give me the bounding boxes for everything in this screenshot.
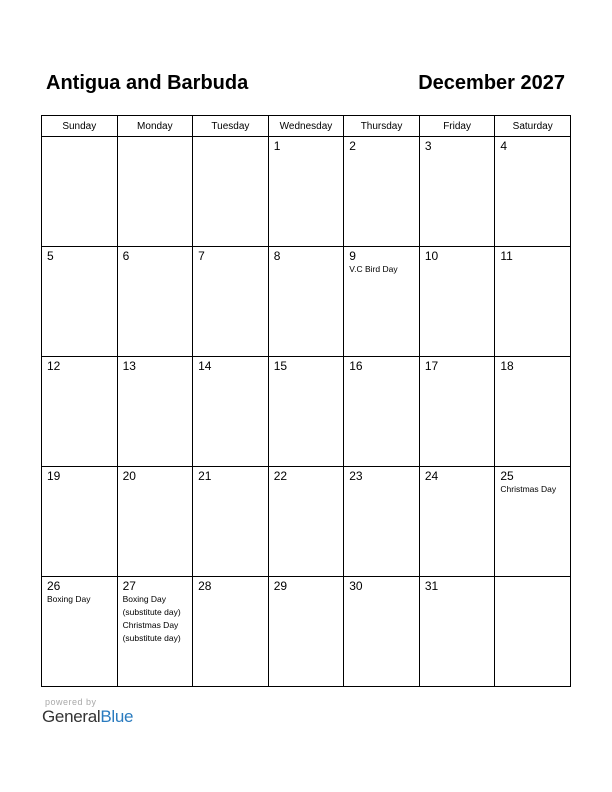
day-number: 10 — [424, 249, 439, 263]
week-row — [42, 577, 571, 687]
brand-logo[interactable] — [42, 707, 133, 727]
day-number: 2 — [349, 139, 356, 153]
day-cell-23 — [344, 467, 420, 577]
month-title: December 2027 — [418, 72, 565, 94]
day-number: 21 — [198, 469, 212, 483]
week-row — [42, 357, 571, 467]
brand-logo-part1: General — [42, 707, 101, 726]
day-number: 24 — [424, 469, 439, 483]
weekday-header-sunday: Sunday — [42, 116, 118, 137]
day-number: 27 — [122, 579, 136, 593]
day-cell-16 — [344, 357, 420, 467]
day-number: 30 — [349, 579, 363, 593]
day-cell-30 — [344, 577, 420, 687]
day-cell-11 — [495, 247, 571, 357]
weekday-header-friday: Friday — [419, 116, 495, 137]
day-cell-20 — [117, 467, 193, 577]
day-number: 14 — [198, 359, 212, 373]
day-cell-17 — [419, 357, 495, 467]
empty-day-cell — [42, 137, 118, 247]
day-cell-9 — [344, 247, 420, 357]
day-number: 11 — [500, 249, 513, 263]
day-number: 12 — [47, 359, 61, 373]
day-cell-26 — [42, 577, 118, 687]
country-title: Antigua and Barbuda — [46, 72, 249, 94]
day-cell-14 — [193, 357, 269, 467]
day-cell-2 — [344, 137, 420, 247]
day-number: 3 — [424, 139, 432, 153]
day-cell-7 — [193, 247, 269, 357]
day-number: 8 — [273, 249, 281, 263]
calendar-body — [42, 137, 571, 687]
day-cell-10 — [419, 247, 495, 357]
day-number: 22 — [273, 469, 288, 483]
day-cell-15 — [268, 357, 344, 467]
day-number: 9 — [349, 249, 356, 263]
day-number: 6 — [122, 249, 130, 263]
day-number: 25 — [500, 469, 514, 483]
empty-day-cell — [495, 577, 571, 687]
empty-day-cell — [117, 137, 193, 247]
weekday-header-monday: Monday — [117, 116, 193, 137]
day-cell-6 — [117, 247, 193, 357]
week-row — [42, 467, 571, 577]
day-number: 5 — [47, 249, 54, 263]
day-cell-12 — [42, 357, 118, 467]
week-row — [42, 137, 571, 247]
day-number: 17 — [424, 359, 439, 373]
day-cell-22 — [268, 467, 344, 577]
day-number: 19 — [47, 469, 61, 483]
day-number: 16 — [349, 359, 363, 373]
day-cell-8 — [268, 247, 344, 357]
day-cell-27 — [117, 577, 193, 687]
footer — [42, 697, 133, 727]
day-number: 18 — [500, 359, 514, 373]
empty-day-cell — [193, 137, 269, 247]
day-cell-29 — [268, 577, 344, 687]
day-number: 26 — [47, 579, 61, 593]
powered-by-text: powered by — [45, 697, 97, 707]
week-row — [42, 247, 571, 357]
day-cell-31 — [419, 577, 495, 687]
day-number: 31 — [424, 579, 439, 593]
holiday-label: Boxing Day (substitute day) — [122, 594, 181, 617]
day-cell-13 — [117, 357, 193, 467]
day-cell-25 — [495, 467, 571, 577]
day-number: 7 — [198, 249, 205, 263]
day-number: 23 — [349, 469, 363, 483]
day-number: 29 — [273, 579, 288, 593]
weekday-header-thursday: Thursday — [344, 116, 420, 137]
day-number: 1 — [273, 139, 281, 153]
day-cell-4 — [495, 137, 571, 247]
day-cell-21 — [193, 467, 269, 577]
day-cell-28 — [193, 577, 269, 687]
weekday-header-tuesday: Tuesday — [193, 116, 269, 137]
weekday-header-saturday: Saturday — [495, 116, 571, 137]
day-cell-19 — [42, 467, 118, 577]
day-number: 15 — [273, 359, 288, 373]
day-cell-24 — [419, 467, 495, 577]
day-number: 13 — [122, 359, 136, 373]
day-cell-1 — [268, 137, 344, 247]
holiday-label: V.C Bird Day — [349, 264, 398, 274]
holiday-label: Christmas Day (substitute day) — [122, 620, 181, 643]
day-cell-18 — [495, 357, 571, 467]
weekday-header-row — [42, 116, 571, 137]
day-cell-5 — [42, 247, 118, 357]
day-cell-3 — [419, 137, 495, 247]
holiday-label: Boxing Day — [47, 594, 91, 604]
holiday-label: Christmas Day — [500, 484, 557, 494]
weekday-header-wednesday: Wednesday — [268, 116, 344, 137]
day-number: 20 — [122, 469, 136, 483]
day-number: 4 — [500, 139, 508, 153]
calendar-grid — [41, 115, 571, 687]
brand-logo-part2: Blue — [100, 707, 134, 726]
day-number: 28 — [198, 579, 212, 593]
